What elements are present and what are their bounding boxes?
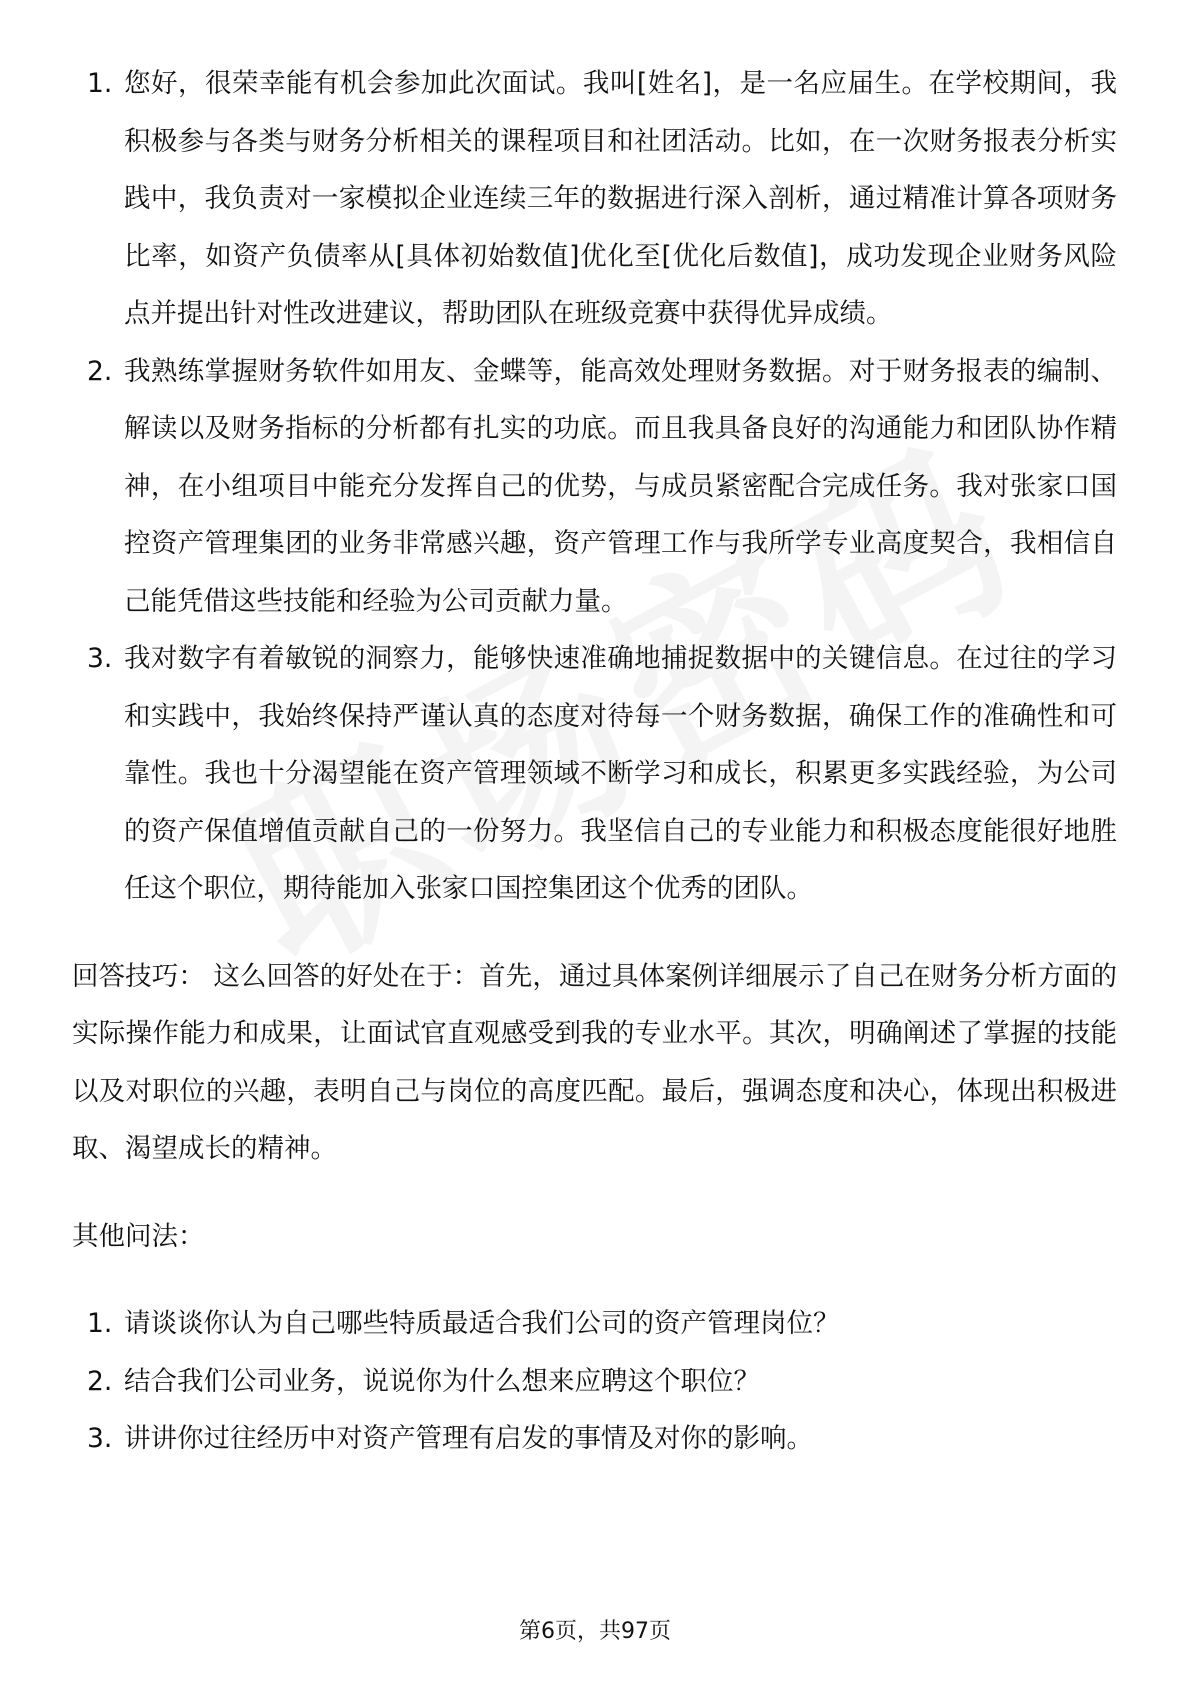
- answer-item: [72, 343, 1117, 631]
- answer-item: [72, 630, 1117, 918]
- answer-item: [72, 55, 1117, 343]
- list-number: 2.: [87, 1365, 113, 1397]
- other-questions-title: 其他问法：: [72, 1220, 205, 1252]
- page-footer: 第6页，共97页: [519, 1619, 671, 1644]
- other-question-item: [72, 1295, 1117, 1353]
- list-number: 1.: [87, 1308, 113, 1339]
- answer-text: 您好，很荣幸能有机会参加此次面试。我叫[姓名]，是一名应届生。在学校期间，我积极参与各类与财务分析相关的课程项目和社团活动。比如，在一次财务报表分析实践中，我负责对一家模拟企业连续三年的数据进行深入剖析，通过精准计算各项财务比率，如资产负债率从[具体初始数值]优化至[优化后数值]，成功发现企业财务风险点并提出针对性改进建议，帮助团队在班级竞赛中获得优异成绩。: [124, 68, 1117, 329]
- question-text: 讲讲你过往经历中对资产管理有启发的事情及对你的影响。: [124, 1423, 813, 1454]
- question-text: 请谈谈你认为自己哪些特质最适合我们公司的资产管理岗位？: [124, 1308, 840, 1339]
- answer-text: 我对数字有着敏锐的洞察力，能够快速准确地捕捉数据中的关键信息。在过往的学习和实践中，我始终保持严谨认真的态度对待每一个财务数据，确保工作的准确性和可靠性。我也十分渴望能在资产管理领域不断学习和成长，积累更多实践经验，为公司的资产保值增值贡献自己的一份努力。我坚信自己的专业能力和积极态度能很好地胜任这个职位，期待能加入张家口国控集团这个优秀的团队。: [124, 643, 1117, 904]
- question-text: 结合我们公司业务，说说你为什么想来应聘这个职位？: [124, 1365, 760, 1397]
- answer-tips: 回答技巧： 这么回答的好处在于：首先，通过具体案例详细展示了自己在财务分析方面的实际操作能力和成果，让面试官直观感受到我的专业水平。其次，明确阐述了掌握的技能以及对职位的兴趣，表明自己与岗位的高度匹配。最后，强调态度和决心，体现出积极进取、渴望成长的精神。: [72, 960, 1117, 1164]
- other-question-item: [72, 1353, 1117, 1411]
- list-number: 3.: [87, 643, 113, 674]
- list-number: 3.: [87, 1423, 113, 1454]
- list-number: 1.: [87, 68, 113, 99]
- list-number: 2.: [87, 355, 113, 387]
- answer-text: 我熟练掌握财务软件如用友、金蝶等，能高效处理财务数据。对于财务报表的编制、解读以及财务指标的分析都有扎实的功底。而且我具备良好的沟通能力和团队协作精神，在小组项目中能充分发挥自己的优势，与成员紧密配合完成任务。我对张家口国控资产管理集团的业务非常感兴趣，资产管理工作与我所学专业高度契合，我相信自己能凭借这些技能和经验为公司贡献力量。: [124, 355, 1117, 617]
- answer-list: [72, 55, 1117, 918]
- page-content: [72, 55, 1117, 1468]
- other-question-item: [72, 1410, 1117, 1468]
- other-questions-list: [72, 1295, 1117, 1468]
